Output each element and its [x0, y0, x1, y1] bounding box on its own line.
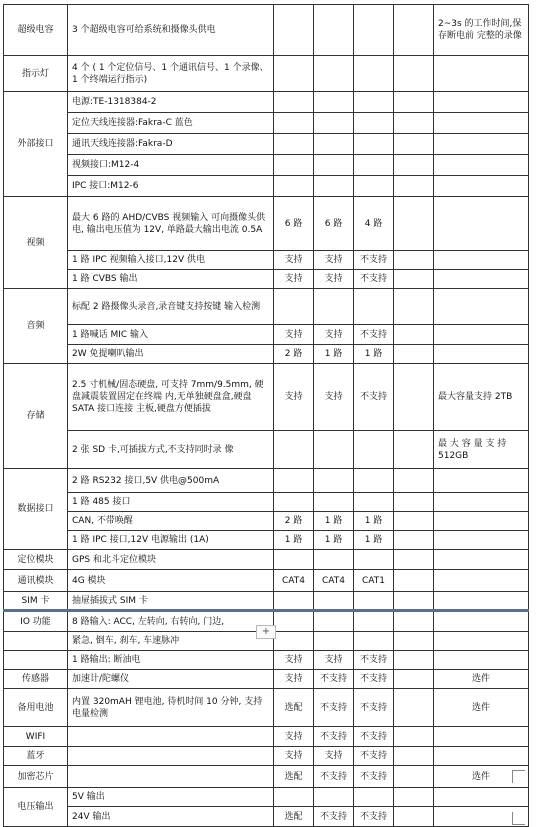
col-a-value [274, 431, 314, 469]
col-d-value [394, 92, 434, 113]
col-b-value: 不支持 [314, 727, 354, 747]
col-a-value: 选配 [274, 689, 314, 727]
col-a-value [274, 113, 314, 134]
row-note [434, 92, 529, 113]
col-a-value: CAT4 [274, 570, 314, 592]
col-b-value: 支持 [314, 651, 354, 670]
col-d-value [394, 611, 434, 632]
col-d-value [394, 592, 434, 611]
col-d-value [394, 113, 434, 134]
col-a-value: 选配 [274, 766, 314, 788]
row-label: WIFI [4, 727, 68, 747]
col-b-value [314, 469, 354, 493]
col-a-value [274, 134, 314, 155]
table-row [4, 550, 529, 570]
col-c-value [354, 134, 394, 155]
col-d-value [394, 512, 434, 531]
row-label: 指示灯 [4, 56, 68, 92]
row-desc: 加速计/陀螺仪 [68, 670, 274, 689]
col-a-value: 支持 [274, 325, 314, 345]
row-desc: 定位天线连接器:Fakra-C 蓝色 [68, 113, 274, 134]
row-label: 视频 [4, 197, 68, 289]
col-b-value [314, 5, 354, 56]
col-b-value [314, 592, 354, 611]
row-desc: 抽屉插拔式 SIM 卡 [68, 592, 274, 611]
col-b-value [314, 632, 354, 651]
row-desc: 通讯天线连接器:Fakra-D [68, 134, 274, 155]
row-note [434, 550, 529, 570]
col-c-value [354, 5, 394, 56]
col-c-value: 1 路 [354, 512, 394, 531]
col-c-value: 不支持 [354, 766, 394, 788]
table-row [4, 176, 529, 197]
row-label: 音频 [4, 289, 68, 364]
col-a-value: 支持 [274, 727, 314, 747]
row-desc: 1 路 485 接口 [68, 493, 274, 512]
row-note [434, 788, 529, 807]
col-b-value [314, 788, 354, 807]
col-c-value [354, 56, 394, 92]
row-note [434, 611, 529, 632]
row-label: 蓝牙 [4, 747, 68, 766]
row-desc [68, 747, 274, 766]
col-b-value: 6 路 [314, 197, 354, 251]
col-b-value: 支持 [314, 251, 354, 270]
row-note [434, 134, 529, 155]
col-d-value [394, 431, 434, 469]
col-a-value: 支持 [274, 670, 314, 689]
row-label: 定位模块 [4, 550, 68, 570]
table-row [4, 651, 529, 670]
col-a-value: 支持 [274, 270, 314, 289]
row-note [434, 632, 529, 651]
row-desc: 1 路输出: 断油电 [68, 651, 274, 670]
col-c-value [354, 788, 394, 807]
row-note [434, 56, 529, 92]
row-note [434, 592, 529, 611]
row-label [4, 651, 68, 670]
table-row [4, 251, 529, 270]
col-a-value: 6 路 [274, 197, 314, 251]
row-desc: GPS 和北斗定位模块 [68, 550, 274, 570]
col-b-value [314, 92, 354, 113]
row-note: 最 大 容 量 支 持 512GB [434, 431, 529, 469]
col-c-value: 不支持 [354, 670, 394, 689]
col-c-value [354, 592, 394, 611]
table-row [4, 493, 529, 512]
col-d-value [394, 289, 434, 325]
col-d-value [394, 134, 434, 155]
col-b-value [314, 493, 354, 512]
col-c-value: 1 路 [354, 345, 394, 364]
table-row [4, 364, 529, 431]
col-c-value [354, 550, 394, 570]
col-a-value [274, 56, 314, 92]
row-desc: 紧急, 倒车, 刹车, 车速脉冲 [68, 632, 274, 651]
row-desc: 1 路喊话 MIC 输入 [68, 325, 274, 345]
table-row [4, 325, 529, 345]
row-note [434, 512, 529, 531]
row-desc: 4G 模块 [68, 570, 274, 592]
row-note [434, 747, 529, 766]
row-desc: 视频接口:M12-4 [68, 155, 274, 176]
col-a-value: 选配 [274, 807, 314, 827]
row-label: 电压输出 [4, 788, 68, 827]
table-row [4, 766, 529, 788]
col-a-value [274, 592, 314, 611]
col-b-value: CAT4 [314, 570, 354, 592]
row-note: 选件 [434, 766, 529, 788]
col-b-value: 不支持 [314, 807, 354, 827]
col-b-value: 支持 [314, 325, 354, 345]
table-row [4, 5, 529, 56]
table-row [4, 469, 529, 493]
row-note: 最大容量支持 2TB [434, 364, 529, 431]
col-b-value [314, 289, 354, 325]
row-label: 加密芯片 [4, 766, 68, 788]
row-desc: 1 路 CVBS 输出 [68, 270, 274, 289]
row-label: 传感器 [4, 670, 68, 689]
col-a-value [274, 493, 314, 512]
text-boundary-mark [512, 812, 525, 825]
col-c-value [354, 431, 394, 469]
col-b-value: 不支持 [314, 766, 354, 788]
row-note [434, 155, 529, 176]
col-b-value: 支持 [314, 747, 354, 766]
row-note [434, 113, 529, 134]
table-row [4, 431, 529, 469]
col-d-value [394, 5, 434, 56]
col-c-value: 1 路 [354, 531, 394, 550]
table-row [4, 747, 529, 766]
col-a-value [274, 155, 314, 176]
col-a-value: 支持 [274, 747, 314, 766]
col-b-value [314, 176, 354, 197]
row-note [434, 469, 529, 493]
row-label [4, 632, 68, 651]
row-desc: 2W 免提喇叭输出 [68, 345, 274, 364]
row-label: 存储 [4, 364, 68, 469]
col-a-value [274, 289, 314, 325]
col-a-value [274, 92, 314, 113]
col-c-value: 不支持 [354, 807, 394, 827]
row-desc: 2.5 寸机械/固态硬盘, 可支持 7mm/9.5mm, 硬盘减震装置固定在终端 内,无单独硬盘盒,硬盘 SATA 接口连接 主板,硬盘方便插拔 [68, 364, 274, 431]
table-row [4, 592, 529, 611]
col-a-value: 2 路 [274, 345, 314, 364]
row-desc: 电源:TE-1318384-2 [68, 92, 274, 113]
col-b-value: 支持 [314, 364, 354, 431]
row-desc: IPC 接口:M12-6 [68, 176, 274, 197]
col-a-value: 2 路 [274, 512, 314, 531]
col-b-value: 1 路 [314, 512, 354, 531]
col-d-value [394, 788, 434, 807]
text-boundary-mark [512, 770, 525, 783]
col-d-value [394, 364, 434, 431]
row-note [434, 493, 529, 512]
col-d-value [394, 689, 434, 727]
table-row [4, 289, 529, 325]
row-note: 选件 [434, 689, 529, 727]
col-b-value [314, 431, 354, 469]
col-c-value: 4 路 [354, 197, 394, 251]
table-row [4, 531, 529, 550]
row-note [434, 531, 529, 550]
row-desc: 5V 输出 [68, 788, 274, 807]
col-c-value: 不支持 [354, 727, 394, 747]
row-label: 超级电容 [4, 5, 68, 56]
col-a-value [274, 632, 314, 651]
col-d-value [394, 345, 434, 364]
col-d-value [394, 747, 434, 766]
row-desc [68, 766, 274, 788]
row-note [434, 176, 529, 197]
row-label: IO 功能 [4, 611, 68, 632]
col-b-value [314, 134, 354, 155]
col-a-value: 支持 [274, 651, 314, 670]
row-label: 外部接口 [4, 92, 68, 197]
col-d-value [394, 651, 434, 670]
table-row [4, 270, 529, 289]
col-c-value [354, 611, 394, 632]
col-d-value [394, 570, 434, 592]
col-b-value: 1 路 [314, 345, 354, 364]
col-c-value [354, 289, 394, 325]
row-label: 通讯模块 [4, 570, 68, 592]
col-c-value [354, 493, 394, 512]
col-b-value [314, 611, 354, 632]
row-note [434, 289, 529, 325]
row-label: 备用电池 [4, 689, 68, 727]
col-d-value [394, 56, 434, 92]
col-a-value [274, 469, 314, 493]
table-row [4, 570, 529, 592]
col-c-value: 不支持 [354, 325, 394, 345]
add-row-button[interactable]: + [256, 625, 276, 639]
col-b-value [314, 113, 354, 134]
row-desc: 24V 输出 [68, 807, 274, 827]
col-c-value: CAT1 [354, 570, 394, 592]
table-row [4, 670, 529, 689]
col-d-value [394, 493, 434, 512]
col-b-value [314, 550, 354, 570]
col-c-value: 不支持 [354, 747, 394, 766]
col-d-value [394, 469, 434, 493]
table-row [4, 727, 529, 747]
col-c-value: 不支持 [354, 689, 394, 727]
col-b-value: 不支持 [314, 689, 354, 727]
col-c-value [354, 92, 394, 113]
table-row [4, 113, 529, 134]
col-c-value [354, 632, 394, 651]
col-c-value: 不支持 [354, 651, 394, 670]
row-note: 选件 [434, 670, 529, 689]
table-row [4, 56, 529, 92]
row-note: 2~3s 的工作时间,保存断电前 完整的录像 [434, 5, 529, 56]
table-row [4, 512, 529, 531]
table-row [4, 345, 529, 364]
col-c-value: 不支持 [354, 364, 394, 431]
row-note [434, 325, 529, 345]
col-c-value [354, 155, 394, 176]
row-note [434, 727, 529, 747]
row-note [434, 197, 529, 251]
col-c-value [354, 176, 394, 197]
row-desc: 1 路 IPC 接口,12V 电源输出 (1A) [68, 531, 274, 550]
row-desc: 标配 2 路摄像头录音,录音键支持按键 输入检测 [68, 289, 274, 325]
col-d-value [394, 155, 434, 176]
col-d-value [394, 766, 434, 788]
col-a-value [274, 788, 314, 807]
col-d-value [394, 550, 434, 570]
row-desc: 最大 6 路的 AHD/CVBS 视频输入 可向摄像头供电, 输出电压值为 12V, 单路最大输出电流 0.5A [68, 197, 274, 251]
col-d-value [394, 325, 434, 345]
spec-table [3, 4, 529, 827]
table-row [4, 134, 529, 155]
col-a-value [274, 5, 314, 56]
row-desc: 1 路 IPC 视频输入接口,12V 供电 [68, 251, 274, 270]
table-row [4, 92, 529, 113]
row-desc [68, 727, 274, 747]
table-row [4, 689, 529, 727]
col-c-value [354, 113, 394, 134]
row-desc: 4 个 ( 1 个定位信号、1 个通讯信号、1 个录像、1 个终端运行指示) [68, 56, 274, 92]
row-desc: 内置 320mAH 锂电池, 待机时间 10 分钟, 支持电量检测 [68, 689, 274, 727]
table-row [4, 197, 529, 251]
col-b-value: 1 路 [314, 531, 354, 550]
row-note [434, 570, 529, 592]
col-d-value [394, 176, 434, 197]
col-a-value [274, 176, 314, 197]
row-label: 数据接口 [4, 469, 68, 550]
col-d-value [394, 632, 434, 651]
col-d-value [394, 251, 434, 270]
col-d-value [394, 727, 434, 747]
col-c-value: 不支持 [354, 251, 394, 270]
row-desc: CAN, 不带唤醒 [68, 512, 274, 531]
col-c-value: 不支持 [354, 270, 394, 289]
col-d-value [394, 197, 434, 251]
row-note [434, 651, 529, 670]
row-note [434, 345, 529, 364]
col-d-value [394, 670, 434, 689]
col-a-value [274, 611, 314, 632]
col-a-value: 1 路 [274, 531, 314, 550]
col-b-value [314, 56, 354, 92]
row-desc: 2 张 SD 卡,可插拔方式,不支持同时录 像 [68, 431, 274, 469]
col-a-value: 支持 [274, 251, 314, 270]
row-note [434, 270, 529, 289]
row-desc: 8 路输入: ACC, 左转向, 右转向, 门边, [68, 611, 274, 632]
col-b-value [314, 155, 354, 176]
col-d-value [394, 531, 434, 550]
row-note [434, 251, 529, 270]
col-b-value: 支持 [314, 270, 354, 289]
col-a-value: 支持 [274, 364, 314, 431]
row-desc: 3 个超级电容可给系统和摄像头供电 [68, 5, 274, 56]
col-a-value [274, 550, 314, 570]
col-b-value: 不支持 [314, 670, 354, 689]
row-label: SIM 卡 [4, 592, 68, 611]
table-row [4, 155, 529, 176]
col-c-value [354, 469, 394, 493]
col-d-value [394, 270, 434, 289]
table-row [4, 788, 529, 807]
row-desc: 2 路 RS232 接口,5V 供电@500mA [68, 469, 274, 493]
